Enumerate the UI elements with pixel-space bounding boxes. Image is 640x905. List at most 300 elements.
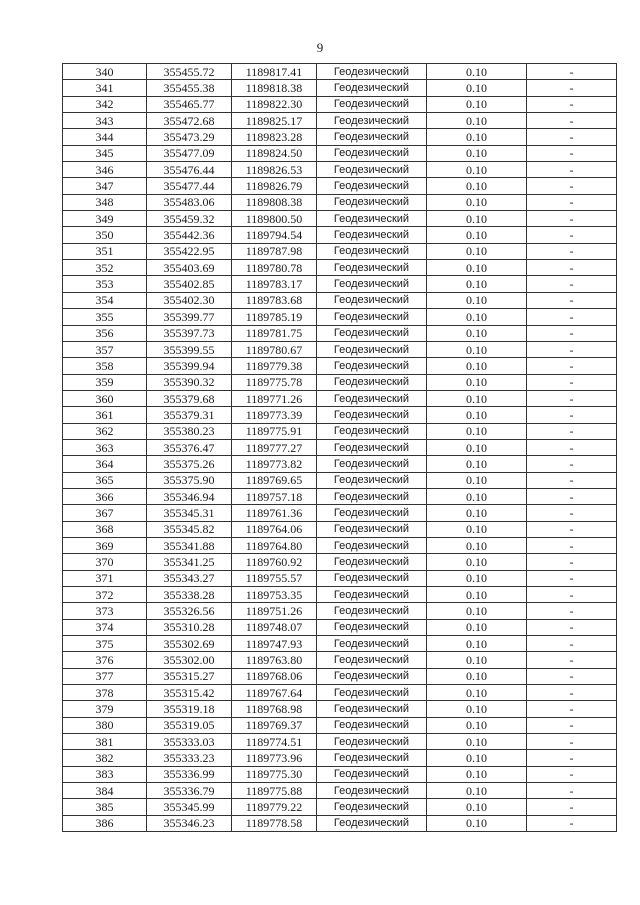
point-number-cell: 385	[63, 799, 147, 815]
method-cell: Геодезический	[317, 145, 427, 161]
accuracy-cell: 0.10	[427, 701, 527, 717]
note-cell: -	[527, 456, 617, 472]
note-cell: -	[527, 537, 617, 553]
y-coordinate-cell: 1189824.50	[232, 145, 317, 161]
y-coordinate-cell: 1189822.30	[232, 96, 317, 112]
accuracy-cell: 0.10	[427, 260, 527, 276]
x-coordinate-cell: 355319.05	[147, 717, 232, 733]
x-coordinate-cell: 355465.77	[147, 96, 232, 112]
y-coordinate-cell: 1189769.65	[232, 472, 317, 488]
y-coordinate-cell: 1189769.37	[232, 717, 317, 733]
table-row	[63, 358, 617, 374]
method-cell: Геодезический	[317, 619, 427, 635]
accuracy-cell: 0.10	[427, 799, 527, 815]
table-row	[63, 423, 617, 439]
table-row	[63, 685, 617, 701]
y-coordinate-cell: 1189800.50	[232, 211, 317, 227]
accuracy-cell: 0.10	[427, 325, 527, 341]
note-cell: -	[527, 521, 617, 537]
method-cell: Геодезический	[317, 701, 427, 717]
note-cell: -	[527, 587, 617, 603]
accuracy-cell: 0.10	[427, 292, 527, 308]
accuracy-cell: 0.10	[427, 439, 527, 455]
accuracy-cell: 0.10	[427, 521, 527, 537]
y-coordinate-cell: 1189781.75	[232, 325, 317, 341]
accuracy-cell: 0.10	[427, 587, 527, 603]
point-number-cell: 359	[63, 374, 147, 390]
method-cell: Геодезический	[317, 243, 427, 259]
note-cell: -	[527, 815, 617, 831]
method-cell: Геодезический	[317, 734, 427, 750]
accuracy-cell: 0.10	[427, 358, 527, 374]
accuracy-cell: 0.10	[427, 390, 527, 406]
x-coordinate-cell: 355336.99	[147, 766, 232, 782]
point-number-cell: 348	[63, 194, 147, 210]
point-number-cell: 375	[63, 636, 147, 652]
note-cell: -	[527, 636, 617, 652]
table-row	[63, 309, 617, 325]
x-coordinate-cell: 355375.26	[147, 456, 232, 472]
y-coordinate-cell: 1189764.06	[232, 521, 317, 537]
method-cell: Геодезический	[317, 799, 427, 815]
note-cell: -	[527, 309, 617, 325]
y-coordinate-cell: 1189763.80	[232, 652, 317, 668]
note-cell: -	[527, 178, 617, 194]
method-cell: Геодезический	[317, 227, 427, 243]
x-coordinate-cell: 355459.32	[147, 211, 232, 227]
y-coordinate-cell: 1189751.26	[232, 603, 317, 619]
note-cell: -	[527, 194, 617, 210]
note-cell: -	[527, 276, 617, 292]
point-number-cell: 377	[63, 668, 147, 684]
note-cell: -	[527, 717, 617, 733]
note-cell: -	[527, 358, 617, 374]
method-cell: Геодезический	[317, 96, 427, 112]
point-number-cell: 353	[63, 276, 147, 292]
point-number-cell: 384	[63, 783, 147, 799]
table-row	[63, 80, 617, 96]
table-row	[63, 292, 617, 308]
x-coordinate-cell: 355473.29	[147, 129, 232, 145]
x-coordinate-cell: 355341.25	[147, 554, 232, 570]
table-row	[63, 766, 617, 782]
accuracy-cell: 0.10	[427, 505, 527, 521]
table-row	[63, 178, 617, 194]
note-cell: -	[527, 668, 617, 684]
accuracy-cell: 0.10	[427, 178, 527, 194]
x-coordinate-cell: 355345.82	[147, 521, 232, 537]
accuracy-cell: 0.10	[427, 227, 527, 243]
accuracy-cell: 0.10	[427, 734, 527, 750]
note-cell: -	[527, 145, 617, 161]
x-coordinate-cell: 355397.73	[147, 325, 232, 341]
y-coordinate-cell: 1189780.78	[232, 260, 317, 276]
accuracy-cell: 0.10	[427, 783, 527, 799]
table-row	[63, 717, 617, 733]
method-cell: Геодезический	[317, 325, 427, 341]
x-coordinate-cell: 355343.27	[147, 570, 232, 586]
x-coordinate-cell: 355472.68	[147, 113, 232, 129]
point-number-cell: 357	[63, 341, 147, 357]
note-cell: -	[527, 799, 617, 815]
accuracy-cell: 0.10	[427, 652, 527, 668]
x-coordinate-cell: 355483.06	[147, 194, 232, 210]
table-row	[63, 162, 617, 178]
x-coordinate-cell: 355302.69	[147, 636, 232, 652]
table-row	[63, 211, 617, 227]
point-number-cell: 358	[63, 358, 147, 374]
accuracy-cell: 0.10	[427, 619, 527, 635]
table-row	[63, 96, 617, 112]
x-coordinate-cell: 355379.31	[147, 407, 232, 423]
note-cell: -	[527, 652, 617, 668]
x-coordinate-cell: 355455.72	[147, 64, 232, 80]
point-number-cell: 356	[63, 325, 147, 341]
accuracy-cell: 0.10	[427, 64, 527, 80]
y-coordinate-cell: 1189768.06	[232, 668, 317, 684]
y-coordinate-cell: 1189753.35	[232, 587, 317, 603]
method-cell: Геодезический	[317, 685, 427, 701]
method-cell: Геодезический	[317, 113, 427, 129]
accuracy-cell: 0.10	[427, 211, 527, 227]
point-number-cell: 354	[63, 292, 147, 308]
x-coordinate-cell: 355455.38	[147, 80, 232, 96]
note-cell: -	[527, 472, 617, 488]
table-row	[63, 439, 617, 455]
point-number-cell: 363	[63, 439, 147, 455]
note-cell: -	[527, 734, 617, 750]
note-cell: -	[527, 619, 617, 635]
y-coordinate-cell: 1189783.17	[232, 276, 317, 292]
accuracy-cell: 0.10	[427, 194, 527, 210]
method-cell: Геодезический	[317, 587, 427, 603]
note-cell: -	[527, 766, 617, 782]
y-coordinate-cell: 1189747.93	[232, 636, 317, 652]
table-row	[63, 587, 617, 603]
x-coordinate-cell: 355333.03	[147, 734, 232, 750]
table-row	[63, 472, 617, 488]
note-cell: -	[527, 341, 617, 357]
accuracy-cell: 0.10	[427, 96, 527, 112]
table-row	[63, 570, 617, 586]
point-number-cell: 347	[63, 178, 147, 194]
x-coordinate-cell: 355346.94	[147, 488, 232, 504]
table-row	[63, 701, 617, 717]
table-row	[63, 194, 617, 210]
table-row	[63, 113, 617, 129]
note-cell: -	[527, 325, 617, 341]
table-row	[63, 407, 617, 423]
y-coordinate-cell: 1189755.57	[232, 570, 317, 586]
x-coordinate-cell: 355338.28	[147, 587, 232, 603]
method-cell: Геодезический	[317, 423, 427, 439]
point-number-cell: 345	[63, 145, 147, 161]
method-cell: Геодезический	[317, 309, 427, 325]
accuracy-cell: 0.10	[427, 456, 527, 472]
method-cell: Геодезический	[317, 374, 427, 390]
x-coordinate-cell: 355326.56	[147, 603, 232, 619]
y-coordinate-cell: 1189773.39	[232, 407, 317, 423]
point-number-cell: 344	[63, 129, 147, 145]
method-cell: Геодезический	[317, 439, 427, 455]
note-cell: -	[527, 750, 617, 766]
note-cell: -	[527, 701, 617, 717]
table-row	[63, 64, 617, 80]
x-coordinate-cell: 355399.77	[147, 309, 232, 325]
method-cell: Геодезический	[317, 178, 427, 194]
method-cell: Геодезический	[317, 64, 427, 80]
y-coordinate-cell: 1189768.98	[232, 701, 317, 717]
x-coordinate-cell: 355442.36	[147, 227, 232, 243]
method-cell: Геодезический	[317, 554, 427, 570]
point-number-cell: 351	[63, 243, 147, 259]
table-row	[63, 619, 617, 635]
accuracy-cell: 0.10	[427, 341, 527, 357]
x-coordinate-cell: 355477.09	[147, 145, 232, 161]
point-number-cell: 381	[63, 734, 147, 750]
y-coordinate-cell: 1189748.07	[232, 619, 317, 635]
table-row	[63, 374, 617, 390]
method-cell: Геодезический	[317, 211, 427, 227]
note-cell: -	[527, 554, 617, 570]
note-cell: -	[527, 227, 617, 243]
note-cell: -	[527, 211, 617, 227]
table-row	[63, 554, 617, 570]
table-row	[63, 668, 617, 684]
method-cell: Геодезический	[317, 456, 427, 472]
table-row	[63, 390, 617, 406]
table-row	[63, 260, 617, 276]
x-coordinate-cell: 355302.00	[147, 652, 232, 668]
x-coordinate-cell: 355390.32	[147, 374, 232, 390]
accuracy-cell: 0.10	[427, 554, 527, 570]
point-number-cell: 368	[63, 521, 147, 537]
y-coordinate-cell: 1189761.36	[232, 505, 317, 521]
y-coordinate-cell: 1189823.28	[232, 129, 317, 145]
method-cell: Геодезический	[317, 537, 427, 553]
table-row	[63, 521, 617, 537]
table-row	[63, 799, 617, 815]
x-coordinate-cell: 355315.27	[147, 668, 232, 684]
note-cell: -	[527, 488, 617, 504]
y-coordinate-cell: 1189773.82	[232, 456, 317, 472]
point-number-cell: 346	[63, 162, 147, 178]
accuracy-cell: 0.10	[427, 750, 527, 766]
accuracy-cell: 0.10	[427, 129, 527, 145]
point-number-cell: 369	[63, 537, 147, 553]
accuracy-cell: 0.10	[427, 685, 527, 701]
method-cell: Геодезический	[317, 815, 427, 831]
note-cell: -	[527, 80, 617, 96]
x-coordinate-cell: 355422.95	[147, 243, 232, 259]
y-coordinate-cell: 1189777.27	[232, 439, 317, 455]
table-row	[63, 537, 617, 553]
point-number-cell: 367	[63, 505, 147, 521]
method-cell: Геодезический	[317, 652, 427, 668]
method-cell: Геодезический	[317, 276, 427, 292]
y-coordinate-cell: 1189787.98	[232, 243, 317, 259]
method-cell: Геодезический	[317, 292, 427, 308]
note-cell: -	[527, 162, 617, 178]
method-cell: Геодезический	[317, 341, 427, 357]
point-number-cell: 360	[63, 390, 147, 406]
accuracy-cell: 0.10	[427, 243, 527, 259]
y-coordinate-cell: 1189757.18	[232, 488, 317, 504]
method-cell: Геодезический	[317, 636, 427, 652]
method-cell: Геодезический	[317, 783, 427, 799]
x-coordinate-cell: 355476.44	[147, 162, 232, 178]
table-row	[63, 488, 617, 504]
note-cell: -	[527, 439, 617, 455]
accuracy-cell: 0.10	[427, 80, 527, 96]
method-cell: Геодезический	[317, 129, 427, 145]
note-cell: -	[527, 64, 617, 80]
table-row	[63, 341, 617, 357]
coordinates-table	[62, 63, 617, 832]
point-number-cell: 362	[63, 423, 147, 439]
accuracy-cell: 0.10	[427, 766, 527, 782]
method-cell: Геодезический	[317, 358, 427, 374]
note-cell: -	[527, 292, 617, 308]
method-cell: Геодезический	[317, 162, 427, 178]
method-cell: Геодезический	[317, 603, 427, 619]
y-coordinate-cell: 1189826.53	[232, 162, 317, 178]
method-cell: Геодезический	[317, 717, 427, 733]
method-cell: Геодезический	[317, 472, 427, 488]
accuracy-cell: 0.10	[427, 636, 527, 652]
x-coordinate-cell: 355315.42	[147, 685, 232, 701]
accuracy-cell: 0.10	[427, 717, 527, 733]
coordinates-table-body	[63, 64, 617, 832]
x-coordinate-cell: 355399.94	[147, 358, 232, 374]
point-number-cell: 364	[63, 456, 147, 472]
y-coordinate-cell: 1189783.68	[232, 292, 317, 308]
y-coordinate-cell: 1189808.38	[232, 194, 317, 210]
point-number-cell: 383	[63, 766, 147, 782]
y-coordinate-cell: 1189774.51	[232, 734, 317, 750]
method-cell: Геодезический	[317, 750, 427, 766]
x-coordinate-cell: 355376.47	[147, 439, 232, 455]
x-coordinate-cell: 355402.85	[147, 276, 232, 292]
point-number-cell: 361	[63, 407, 147, 423]
point-number-cell: 352	[63, 260, 147, 276]
note-cell: -	[527, 423, 617, 439]
point-number-cell: 382	[63, 750, 147, 766]
y-coordinate-cell: 1189775.30	[232, 766, 317, 782]
accuracy-cell: 0.10	[427, 603, 527, 619]
method-cell: Геодезический	[317, 505, 427, 521]
note-cell: -	[527, 407, 617, 423]
x-coordinate-cell: 355477.44	[147, 178, 232, 194]
table-row	[63, 783, 617, 799]
note-cell: -	[527, 374, 617, 390]
point-number-cell: 386	[63, 815, 147, 831]
table-row	[63, 505, 617, 521]
page-number: 9	[316, 40, 324, 55]
method-cell: Геодезический	[317, 390, 427, 406]
method-cell: Геодезический	[317, 260, 427, 276]
y-coordinate-cell: 1189773.96	[232, 750, 317, 766]
point-number-cell: 379	[63, 701, 147, 717]
y-coordinate-cell: 1189771.26	[232, 390, 317, 406]
point-number-cell: 365	[63, 472, 147, 488]
y-coordinate-cell: 1189794.54	[232, 227, 317, 243]
y-coordinate-cell: 1189767.64	[232, 685, 317, 701]
note-cell: -	[527, 243, 617, 259]
y-coordinate-cell: 1189775.78	[232, 374, 317, 390]
point-number-cell: 342	[63, 96, 147, 112]
point-number-cell: 350	[63, 227, 147, 243]
method-cell: Геодезический	[317, 766, 427, 782]
y-coordinate-cell: 1189779.22	[232, 799, 317, 815]
accuracy-cell: 0.10	[427, 374, 527, 390]
x-coordinate-cell: 355341.88	[147, 537, 232, 553]
table-row	[63, 276, 617, 292]
method-cell: Геодезический	[317, 194, 427, 210]
y-coordinate-cell: 1189780.67	[232, 341, 317, 357]
y-coordinate-cell: 1189775.88	[232, 783, 317, 799]
note-cell: -	[527, 129, 617, 145]
table-row	[63, 652, 617, 668]
note-cell: -	[527, 685, 617, 701]
point-number-cell: 349	[63, 211, 147, 227]
x-coordinate-cell: 355399.55	[147, 341, 232, 357]
method-cell: Геодезический	[317, 407, 427, 423]
point-number-cell: 372	[63, 587, 147, 603]
method-cell: Геодезический	[317, 570, 427, 586]
accuracy-cell: 0.10	[427, 423, 527, 439]
point-number-cell: 341	[63, 80, 147, 96]
x-coordinate-cell: 355319.18	[147, 701, 232, 717]
y-coordinate-cell: 1189785.19	[232, 309, 317, 325]
table-row	[63, 129, 617, 145]
note-cell: -	[527, 783, 617, 799]
x-coordinate-cell: 355310.28	[147, 619, 232, 635]
point-number-cell: 366	[63, 488, 147, 504]
note-cell: -	[527, 260, 617, 276]
table-row	[63, 734, 617, 750]
note-cell: -	[527, 96, 617, 112]
point-number-cell: 370	[63, 554, 147, 570]
y-coordinate-cell: 1189779.38	[232, 358, 317, 374]
point-number-cell: 343	[63, 113, 147, 129]
point-number-cell: 355	[63, 309, 147, 325]
note-cell: -	[527, 570, 617, 586]
y-coordinate-cell: 1189825.17	[232, 113, 317, 129]
accuracy-cell: 0.10	[427, 162, 527, 178]
point-number-cell: 340	[63, 64, 147, 80]
note-cell: -	[527, 603, 617, 619]
x-coordinate-cell: 355380.23	[147, 423, 232, 439]
x-coordinate-cell: 355402.30	[147, 292, 232, 308]
x-coordinate-cell: 355375.90	[147, 472, 232, 488]
y-coordinate-cell: 1189760.92	[232, 554, 317, 570]
x-coordinate-cell: 355336.79	[147, 783, 232, 799]
y-coordinate-cell: 1189778.58	[232, 815, 317, 831]
accuracy-cell: 0.10	[427, 276, 527, 292]
note-cell: -	[527, 113, 617, 129]
point-number-cell: 374	[63, 619, 147, 635]
table-row	[63, 325, 617, 341]
point-number-cell: 380	[63, 717, 147, 733]
x-coordinate-cell: 355345.99	[147, 799, 232, 815]
table-row	[63, 243, 617, 259]
accuracy-cell: 0.10	[427, 407, 527, 423]
method-cell: Геодезический	[317, 488, 427, 504]
accuracy-cell: 0.10	[427, 537, 527, 553]
x-coordinate-cell: 355379.68	[147, 390, 232, 406]
accuracy-cell: 0.10	[427, 309, 527, 325]
